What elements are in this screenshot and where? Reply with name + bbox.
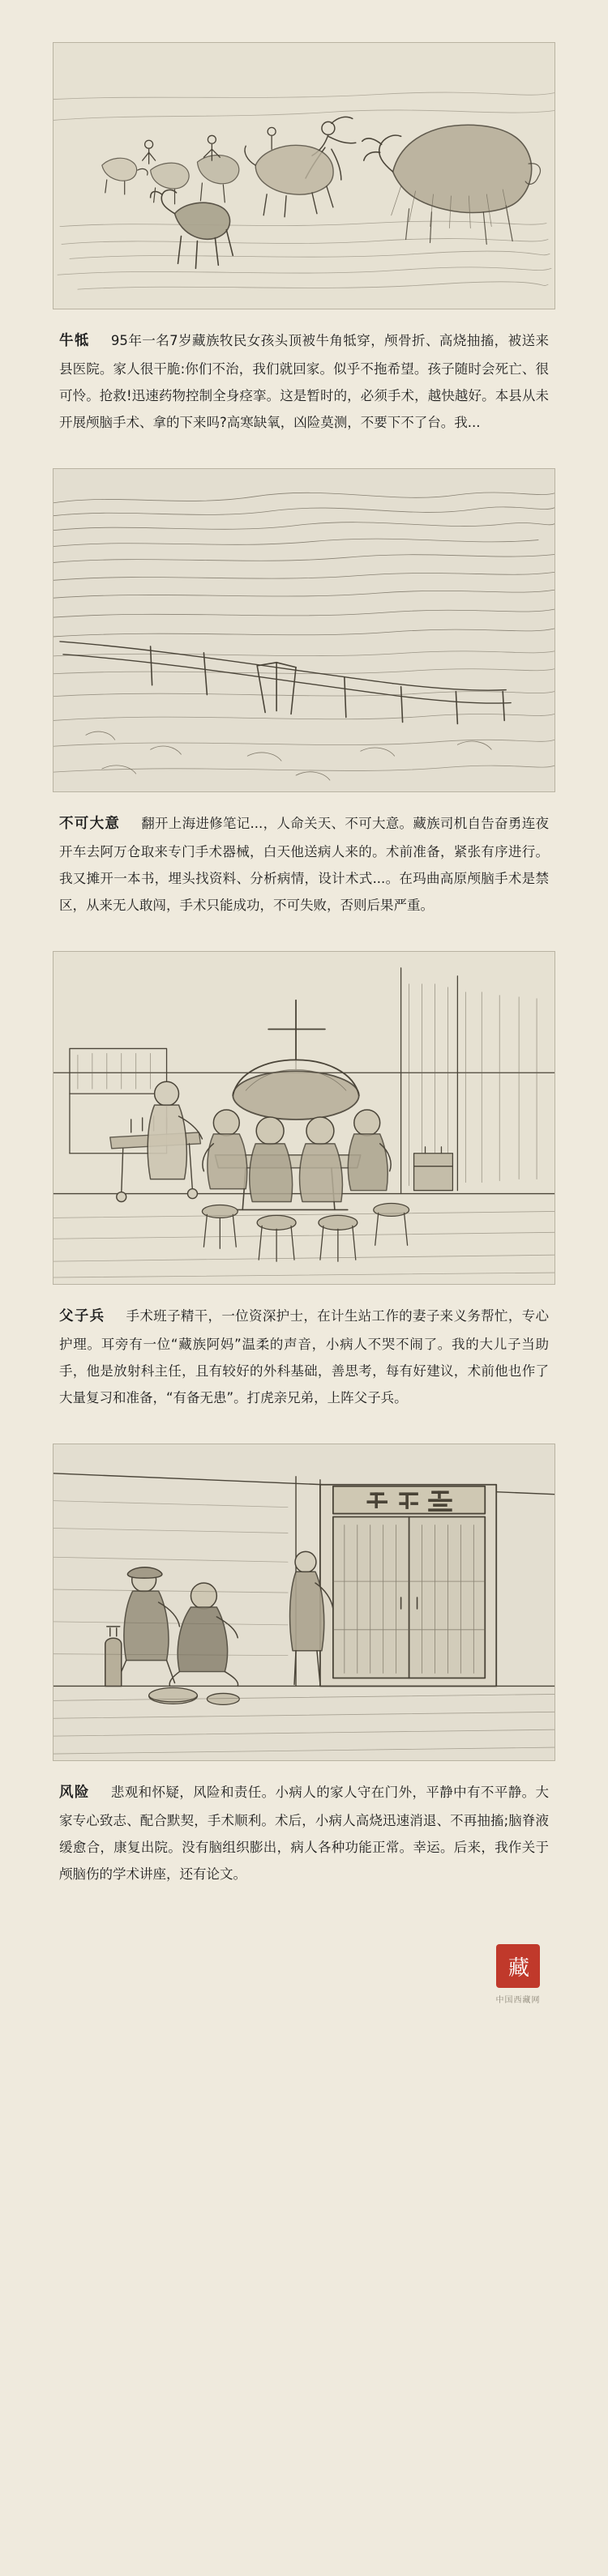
logo-caption: 中国西藏网 (495, 1996, 541, 2005)
section-lead-2: 不可大意 (59, 816, 121, 832)
section-text-4: 悲观和怀疑，风险和责任。小病人的家人守在门外，平静中有不平静。大家专心致志、配合默契，手术顺利。术后，小病人高烧迅速消退、不再抽搐;脑脊液缓愈合，康复出院。没有脑组织膨出，病人各种功能正常。幸运。后来，我作关于颅脑伤的学术讲座，还有论文。 (59, 1785, 550, 1882)
section-lead-4: 风险 (59, 1785, 90, 1801)
article-section-4 (53, 1444, 555, 1887)
section-text-3: 手术班子精干，一位资深护士，在计生站工作的妻子来义务帮忙，专心护理。耳旁有一位“藏族阿妈”温柔的声音，小病人不哭不闹了。我的大儿子当助手，他是放射科主任，且有较好的外科基础，善思考，每有好建议，术前他也作了大量复习和准备，“有备无患”。打虎亲兄弟，上阵父子兵。 (59, 1308, 549, 1405)
article-section-1 (53, 42, 555, 436)
article-body (53, 0, 555, 1887)
section-caption-3 (53, 1303, 555, 1411)
section-caption-4 (53, 1779, 555, 1887)
site-footer (53, 1920, 555, 2037)
hospital-corridor-scene (53, 1444, 555, 1761)
section-caption-2 (53, 810, 555, 919)
operating-room-scene (53, 951, 555, 1285)
section-lead-1: 牛牴 (59, 333, 90, 349)
site-logo[interactable] (481, 1944, 555, 2005)
logo-mark-icon: 藏 (496, 1944, 540, 1988)
yak-herding-scene (53, 42, 555, 309)
plateau-landscape-scene (53, 468, 555, 792)
article-section-3 (53, 951, 555, 1411)
section-lead-3: 父子兵 (59, 1308, 105, 1324)
article-section-2 (53, 468, 555, 919)
section-text-1: 95年一名7岁藏族牧民女孩头顶被牛角牴穿，颅骨折、高烧抽搐，被送来县医院。家人很干脆:你们不治，我们就回家。似乎不拖希望。孩子随时会死亡、很可怜。抢救!迅速药物控制全身痉挛。这是暂时的，必须手术，越快越好。本县从未开展颅脑手术、拿的下来吗?高寒缺氧，凶险莫测，不要下不了台。我... (59, 333, 550, 430)
section-text-2: 翻开上海进修笔记...，人命关天、不可大意。藏族司机自告奋勇连夜开车去阿万仓取来专门手术器械，白天他送病人来的。术前准备，紧张有序进行。我又摊开一本书，埋头找资料、分析病情，设计术式...。在玛曲高原颅脑手术是禁区，从来无人敢闯，手术只能成功，不可失败，否则后果严重。 (59, 816, 549, 913)
section-caption-1 (53, 327, 555, 436)
